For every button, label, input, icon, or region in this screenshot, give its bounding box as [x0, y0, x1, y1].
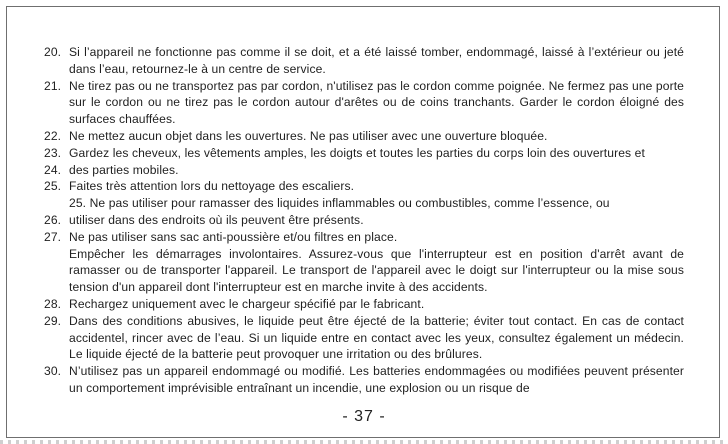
item-text: utiliser dans des endroits où ils peuvent être présents. — [69, 212, 364, 227]
item-number: 28. — [44, 296, 62, 311]
item-number: 21. — [44, 78, 62, 93]
list-item — [44, 178, 684, 195]
item-text: Ne pas utiliser sans sac anti-poussière et/ou filtres en place. — [69, 229, 398, 244]
item-number: 27. — [44, 229, 62, 244]
item-text: Empêcher les démarrages involontaires. Assurez-vous que l'interrupteur est en position d'arrêt avant de ramasser ou de transporter l'appareil. Le transport de l'appareil avec le doigt sur l'interrupteur ou la mise sous tension d'un appareil dont l'interrupteur est en marche invite à des accidents. — [69, 246, 684, 295]
list-item — [44, 145, 684, 162]
item-number: 25. — [44, 179, 62, 194]
list-item — [44, 195, 684, 212]
list-item — [44, 363, 684, 397]
list-item — [44, 229, 684, 246]
item-number: 23. — [44, 145, 62, 160]
item-text: N’utilisez pas un appareil endommagé ou modifié. Les batteries endommagées ou modifiées peuvent présenter un comportement imprévisible entraînant un incendie, une explosion ou un risque de — [69, 364, 684, 395]
item-number: 26. — [44, 212, 62, 227]
item-text: Faites très attention lors du nettoyage des escaliers. — [69, 179, 355, 194]
list-item — [44, 128, 684, 145]
list-item — [44, 313, 684, 363]
page-number: - 37 - — [342, 408, 386, 425]
list-item — [44, 78, 684, 128]
safety-instructions-list — [44, 44, 684, 397]
item-number: 30. — [44, 364, 62, 379]
list-item — [44, 246, 684, 296]
list-item — [44, 162, 684, 179]
item-text: Ne mettez aucun objet dans les ouvertures. Ne pas utiliser avec une ouverture bloquée. — [69, 128, 548, 143]
item-number — [44, 246, 69, 296]
item-number: 24. — [44, 162, 62, 177]
item-number: 20. — [44, 45, 62, 59]
item-text: 25. Ne pas utiliser pour ramasser des liquides inflammables ou combustibles, comme l’essence, ou — [69, 196, 610, 211]
item-text: Gardez les cheveux, les vêtements amples, les doigts et toutes les parties du corps loin des ouvertures et — [69, 145, 645, 160]
list-item — [44, 212, 684, 229]
item-text: Dans des conditions abusives, le liquide peut être éjecté de la batterie; éviter tout contact. En cas de contact accidentel, rincer avec de l’eau. Si un liquide entre en contact avec les yeux, consultez également un médecin. Le liquide éjecté de la batterie peut provoquer une irritation ou des brûlures. — [69, 313, 684, 362]
item-number — [44, 195, 69, 212]
item-number: 29. — [44, 313, 62, 328]
list-item — [44, 296, 684, 313]
list-item — [44, 44, 684, 78]
bottom-edge-artifact — [0, 440, 728, 444]
item-number: 22. — [44, 128, 62, 143]
item-text: Rechargez uniquement avec le chargeur spécifié par le fabricant. — [69, 296, 425, 311]
item-text: Ne tirez pas ou ne transportez pas par cordon, n'utilisez pas le cordon comme poignée. Ne fermez pas une porte sur le cordon ou ne tirez pas le cordon autour d'arêtes ou de coins tranchants. Garder le cordon éloigné des surfaces chauffées. — [69, 78, 684, 127]
item-text: des parties mobiles. — [69, 162, 179, 177]
item-text: Si l’appareil ne fonctionne pas comme il se doit, et a été laissé tomber, endommagé, laissé à l’extérieur ou jeté dans l’eau, retournez-le à un centre de service. — [69, 45, 684, 76]
